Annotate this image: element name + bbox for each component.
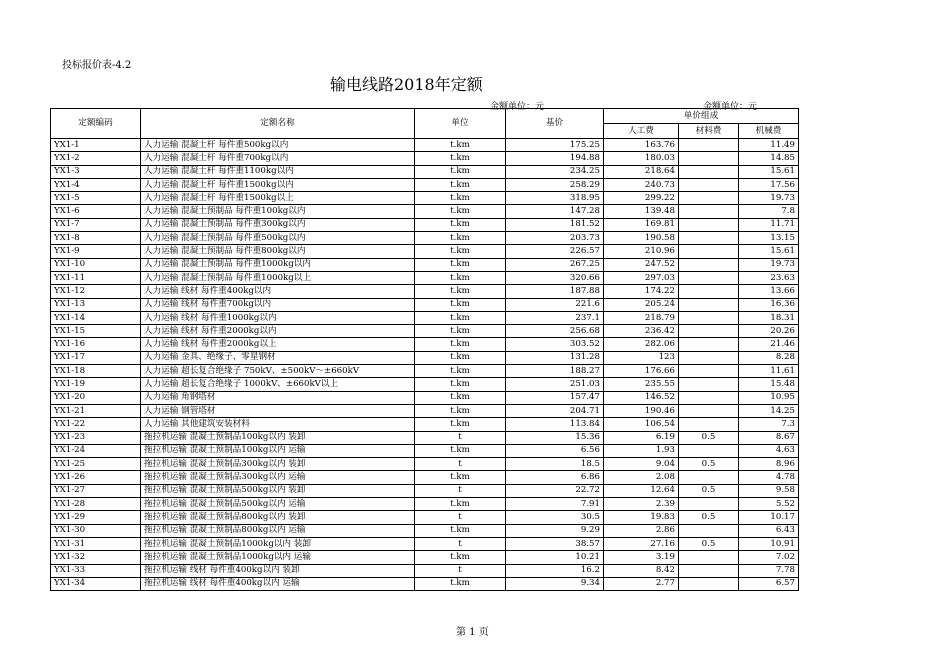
cell-labor: 2.86 [604,524,679,537]
table-header [51,109,799,139]
cell-unit: t.km [415,285,506,298]
cell-base-price: 203.73 [506,232,604,245]
cell-machine: 14.85 [739,152,799,165]
cell-code: YX1-21 [51,404,141,417]
cell-unit: t [415,564,506,577]
cell-base-price: 237.1 [506,311,604,324]
cell-machine: 11.61 [739,365,799,378]
cell-name: 人力运输 线材 每件重2000kg以上 [141,338,415,351]
cell-machine: 7.02 [739,551,799,564]
cell-material [679,139,739,152]
cell-name: 人力运输 线材 每件重1000kg以内 [141,311,415,324]
cell-code: YX1-4 [51,178,141,191]
cell-labor: 169.81 [604,218,679,231]
cell-name: 人力运输 混凝土杆 每件重1500kg以内 [141,178,415,191]
amount-unit-label-right: 金额单位：元 [703,102,758,112]
cell-code: YX1-1 [51,139,141,152]
cell-machine: 16.36 [739,298,799,311]
cell-name: 人力运输 钢管塔材 [141,404,415,417]
cell-unit: t [415,458,506,471]
table-row [51,564,799,577]
table-row [51,391,799,404]
cell-base-price: 7.91 [506,498,604,511]
cell-unit: t.km [415,298,506,311]
cell-machine: 6.43 [739,524,799,537]
cell-machine: 14.25 [739,404,799,417]
cell-unit: t [415,511,506,524]
cell-name: 拖拉机运输 混凝土预制品500kg以内 装卸 [141,484,415,497]
cell-unit: t.km [415,325,506,338]
cell-labor: 19.83 [604,511,679,524]
cell-base-price: 258.29 [506,178,604,191]
cell-code: YX1-15 [51,325,141,338]
cell-base-price: 9.34 [506,577,604,590]
cell-name: 拖拉机运输 混凝土预制品100kg以内 运输 [141,444,415,457]
table-row [51,404,799,417]
cell-unit: t [415,431,506,444]
cell-machine: 8.67 [739,431,799,444]
cell-material [679,245,739,258]
cell-machine: 15.61 [739,165,799,178]
table-row [51,537,799,550]
cell-code: YX1-31 [51,537,141,550]
cell-machine: 11.71 [739,218,799,231]
cell-labor: 180.03 [604,152,679,165]
cell-code: YX1-3 [51,165,141,178]
table-row [51,218,799,231]
header-unit: 单位 [415,109,506,139]
cell-base-price: 15.36 [506,431,604,444]
cell-unit: t.km [415,178,506,191]
cell-labor: 163.76 [604,139,679,152]
cell-base-price: 181.52 [506,218,604,231]
amount-unit-label: 金额单位：元 [490,102,545,112]
cell-labor: 106.54 [604,418,679,431]
cell-code: YX1-24 [51,444,141,457]
cell-name: 人力运输 混凝土杆 每件重1100kg以内 [141,165,415,178]
cell-base-price: 175.25 [506,139,604,152]
cell-machine: 19.73 [739,258,799,271]
cell-code: YX1-16 [51,338,141,351]
cell-material [679,165,739,178]
cell-machine: 13.15 [739,232,799,245]
cell-unit: t.km [415,192,506,205]
cell-unit: t [415,537,506,550]
cell-machine: 15.48 [739,378,799,391]
table-row [51,458,799,471]
cell-unit: t.km [415,271,506,284]
table-row [51,325,799,338]
cell-unit: t.km [415,152,506,165]
cell-name: 拖拉机运输 线材 每件重400kg以内 运输 [141,577,415,590]
cell-base-price: 18.5 [506,458,604,471]
header-name: 定额名称 [141,109,415,139]
cell-base-price: 221.6 [506,298,604,311]
cell-machine: 10.95 [739,391,799,404]
cell-code: YX1-17 [51,351,141,364]
cell-material [679,444,739,457]
cell-labor: 218.79 [604,311,679,324]
cell-material [679,351,739,364]
cell-material [679,178,739,191]
cell-name: 人力运输 线材 每件重2000kg以内 [141,325,415,338]
cell-material [679,365,739,378]
cell-machine: 7.78 [739,564,799,577]
cell-base-price: 204.71 [506,404,604,417]
cell-machine: 6.57 [739,577,799,590]
cell-material [679,311,739,324]
cell-labor: 247.52 [604,258,679,271]
cell-name: 拖拉机运输 混凝土预制品500kg以内 运输 [141,498,415,511]
table-row [51,498,799,511]
cell-material: 0.5 [679,511,739,524]
cell-material: 0.5 [679,458,739,471]
cell-labor: 123 [604,351,679,364]
cell-name: 人力运输 混凝土杆 每件重700kg以内 [141,152,415,165]
cell-code: YX1-26 [51,471,141,484]
cell-name: 拖拉机运输 混凝土预制品300kg以内 运输 [141,471,415,484]
cell-base-price: 187.88 [506,285,604,298]
table-row [51,139,799,152]
cell-labor: 27.16 [604,537,679,550]
table-row [51,165,799,178]
cell-material [679,192,739,205]
cell-name: 人力运输 混凝土预制品 每件重1000kg以上 [141,271,415,284]
cell-labor: 176.66 [604,365,679,378]
cell-labor: 9.04 [604,458,679,471]
cell-machine: 20.26 [739,325,799,338]
cell-base-price: 318.95 [506,192,604,205]
table-row [51,285,799,298]
cell-code: YX1-9 [51,245,141,258]
cell-machine: 4.78 [739,471,799,484]
cell-material: 0.5 [679,484,739,497]
cell-labor: 139.48 [604,205,679,218]
cell-name: 拖拉机运输 混凝土预制品100kg以内 装卸 [141,431,415,444]
cell-labor: 190.58 [604,232,679,245]
cell-material [679,232,739,245]
table-row [51,484,799,497]
cell-machine: 18.31 [739,311,799,324]
cell-material [679,218,739,231]
cell-machine: 23.63 [739,271,799,284]
cell-base-price: 6.86 [506,471,604,484]
cell-unit: t [415,484,506,497]
cell-base-price: 256.68 [506,325,604,338]
cell-material [679,285,739,298]
cell-name: 人力运输 线材 每件重400kg以内 [141,285,415,298]
table-row [51,511,799,524]
cell-code: YX1-8 [51,232,141,245]
cell-labor: 2.77 [604,577,679,590]
cell-name: 拖拉机运输 混凝土预制品300kg以内 装卸 [141,458,415,471]
table-row [51,351,799,364]
cell-labor: 218.64 [604,165,679,178]
table-row [51,258,799,271]
cell-code: YX1-33 [51,564,141,577]
table-row [51,577,799,590]
cell-labor: 12.64 [604,484,679,497]
cell-code: YX1-14 [51,311,141,324]
cell-material: 0.5 [679,537,739,550]
cell-code: YX1-2 [51,152,141,165]
table-row [51,338,799,351]
cell-code: YX1-13 [51,298,141,311]
cell-base-price: 30.5 [506,511,604,524]
cell-material [679,271,739,284]
cell-name: 人力运输 金具、绝缘子、零星钢材 [141,351,415,364]
cell-base-price: 251.03 [506,378,604,391]
cell-labor: 190.46 [604,404,679,417]
cell-base-price: 157.47 [506,391,604,404]
quota-table [50,108,799,591]
cell-base-price: 267.25 [506,258,604,271]
table-row [51,431,799,444]
cell-labor: 6.19 [604,431,679,444]
cell-base-price: 16.2 [506,564,604,577]
cell-labor: 205.24 [604,298,679,311]
cell-labor: 282.06 [604,338,679,351]
cell-labor: 8.42 [604,564,679,577]
cell-material [679,391,739,404]
header-base-price: 基价 [506,109,604,139]
cell-material [679,524,739,537]
table-body [51,139,799,591]
document-code: 投标报价表-4.2 [62,60,132,71]
cell-name: 人力运输 混凝土杆 每件重1500kg以上 [141,192,415,205]
cell-unit: t.km [415,524,506,537]
cell-name: 人力运输 混凝土预制品 每件重500kg以内 [141,232,415,245]
cell-machine: 4.63 [739,444,799,457]
cell-material [679,471,739,484]
cell-material [679,205,739,218]
table-row [51,471,799,484]
cell-code: YX1-23 [51,431,141,444]
cell-unit: t.km [415,391,506,404]
cell-machine: 5.52 [739,498,799,511]
cell-machine: 17.56 [739,178,799,191]
cell-code: YX1-32 [51,551,141,564]
cell-base-price: 113.84 [506,418,604,431]
cell-labor: 2.39 [604,498,679,511]
cell-code: YX1-19 [51,378,141,391]
cell-machine: 11.49 [739,139,799,152]
cell-code: YX1-28 [51,498,141,511]
cell-unit: t.km [415,471,506,484]
table-row [51,245,799,258]
cell-machine: 8.28 [739,351,799,364]
table-row [51,378,799,391]
cell-labor: 210.96 [604,245,679,258]
cell-machine: 15.61 [739,245,799,258]
cell-machine: 13.66 [739,285,799,298]
cell-unit: t.km [415,498,506,511]
table-row [51,178,799,191]
cell-unit: t.km [415,139,506,152]
cell-material [679,378,739,391]
cell-base-price: 6.56 [506,444,604,457]
cell-name: 人力运输 混凝土预制品 每件重800kg以内 [141,245,415,258]
cell-labor: 2.08 [604,471,679,484]
cell-base-price: 10.21 [506,551,604,564]
cell-code: YX1-20 [51,391,141,404]
table-row [51,232,799,245]
cell-material [679,338,739,351]
header-composition: 单价组成 [604,109,799,124]
cell-code: YX1-22 [51,418,141,431]
cell-labor: 1.93 [604,444,679,457]
cell-name: 人力运输 其他建筑安装材料 [141,418,415,431]
cell-name: 人力运输 超长复合绝缘子 750kV、±500kV～±660kV [141,365,415,378]
cell-machine: 10.17 [739,511,799,524]
cell-machine: 7.8 [739,205,799,218]
cell-code: YX1-27 [51,484,141,497]
table-row [51,444,799,457]
cell-code: YX1-30 [51,524,141,537]
cell-unit: t.km [415,418,506,431]
table-row [51,311,799,324]
cell-machine: 10.91 [739,537,799,550]
cell-labor: 299.22 [604,192,679,205]
table-row [51,551,799,564]
cell-name: 人力运输 混凝土预制品 每件重100kg以内 [141,205,415,218]
cell-material [679,498,739,511]
cell-name: 拖拉机运输 混凝土预制品800kg以内 运输 [141,524,415,537]
cell-unit: t.km [415,245,506,258]
cell-base-price: 234.25 [506,165,604,178]
cell-base-price: 22.72 [506,484,604,497]
cell-name: 人力运输 角钢塔材 [141,391,415,404]
cell-code: YX1-10 [51,258,141,271]
cell-base-price: 320.66 [506,271,604,284]
header-material: 材料费 [679,124,739,139]
table-row [51,365,799,378]
cell-code: YX1-7 [51,218,141,231]
cell-base-price: 194.88 [506,152,604,165]
cell-material [679,577,739,590]
table-row [51,192,799,205]
cell-material [679,258,739,271]
cell-unit: t.km [415,311,506,324]
cell-base-price: 147.28 [506,205,604,218]
cell-code: YX1-25 [51,458,141,471]
cell-unit: t.km [415,258,506,271]
cell-unit: t.km [415,351,506,364]
cell-name: 人力运输 混凝土预制品 每件重300kg以内 [141,218,415,231]
cell-labor: 3.19 [604,551,679,564]
cell-base-price: 131.28 [506,351,604,364]
cell-machine: 8.96 [739,458,799,471]
cell-material [679,564,739,577]
cell-base-price: 303.52 [506,338,604,351]
header-labor: 人工费 [604,124,679,139]
cell-labor: 297.03 [604,271,679,284]
cell-code: YX1-12 [51,285,141,298]
cell-unit: t.km [415,338,506,351]
cell-base-price: 9.29 [506,524,604,537]
cell-code: YX1-18 [51,365,141,378]
table-row [51,298,799,311]
cell-unit: t.km [415,444,506,457]
cell-unit: t.km [415,232,506,245]
cell-name: 拖拉机运输 混凝土预制品800kg以内 装卸 [141,511,415,524]
cell-material [679,298,739,311]
cell-unit: t.km [415,551,506,564]
cell-material [679,325,739,338]
cell-name: 人力运输 线材 每件重700kg以内 [141,298,415,311]
page-number: 第 1 页 [456,627,489,638]
cell-name: 拖拉机运输 线材 每件重400kg以内 装卸 [141,564,415,577]
table-row [51,205,799,218]
cell-labor: 174.22 [604,285,679,298]
cell-material [679,551,739,564]
header-code: 定额编码 [51,109,141,139]
cell-unit: t.km [415,378,506,391]
document-title: 输电线路2018年定额 [330,75,483,94]
cell-material: 0.5 [679,431,739,444]
cell-code: YX1-29 [51,511,141,524]
cell-name: 拖拉机运输 混凝土预制品1000kg以内 运输 [141,551,415,564]
cell-code: YX1-11 [51,271,141,284]
cell-name: 人力运输 超长复合绝缘子 1000kV、±660kV以上 [141,378,415,391]
cell-machine: 19.73 [739,192,799,205]
cell-labor: 235.55 [604,378,679,391]
cell-material [679,404,739,417]
cell-name: 拖拉机运输 混凝土预制品1000kg以内 装卸 [141,537,415,550]
cell-name: 人力运输 混凝土杆 每件重500kg以内 [141,139,415,152]
cell-unit: t.km [415,218,506,231]
cell-code: YX1-5 [51,192,141,205]
cell-machine: 9.58 [739,484,799,497]
cell-labor: 240.73 [604,178,679,191]
table-row [51,524,799,537]
cell-base-price: 188.27 [506,365,604,378]
cell-material [679,152,739,165]
cell-unit: t.km [415,205,506,218]
cell-code: YX1-34 [51,577,141,590]
cell-machine: 7.3 [739,418,799,431]
cell-unit: t.km [415,165,506,178]
table-row [51,152,799,165]
cell-base-price: 226.57 [506,245,604,258]
cell-unit: t.km [415,404,506,417]
cell-unit: t.km [415,365,506,378]
table-row [51,271,799,284]
cell-code: YX1-6 [51,205,141,218]
cell-base-price: 38.57 [506,537,604,550]
header-machine: 机械费 [739,124,799,139]
cell-labor: 146.52 [604,391,679,404]
cell-machine: 21.46 [739,338,799,351]
table-row [51,418,799,431]
cell-material [679,418,739,431]
cell-unit: t.km [415,577,506,590]
cell-labor: 236.42 [604,325,679,338]
cell-name: 人力运输 混凝土预制品 每件重1000kg以内 [141,258,415,271]
